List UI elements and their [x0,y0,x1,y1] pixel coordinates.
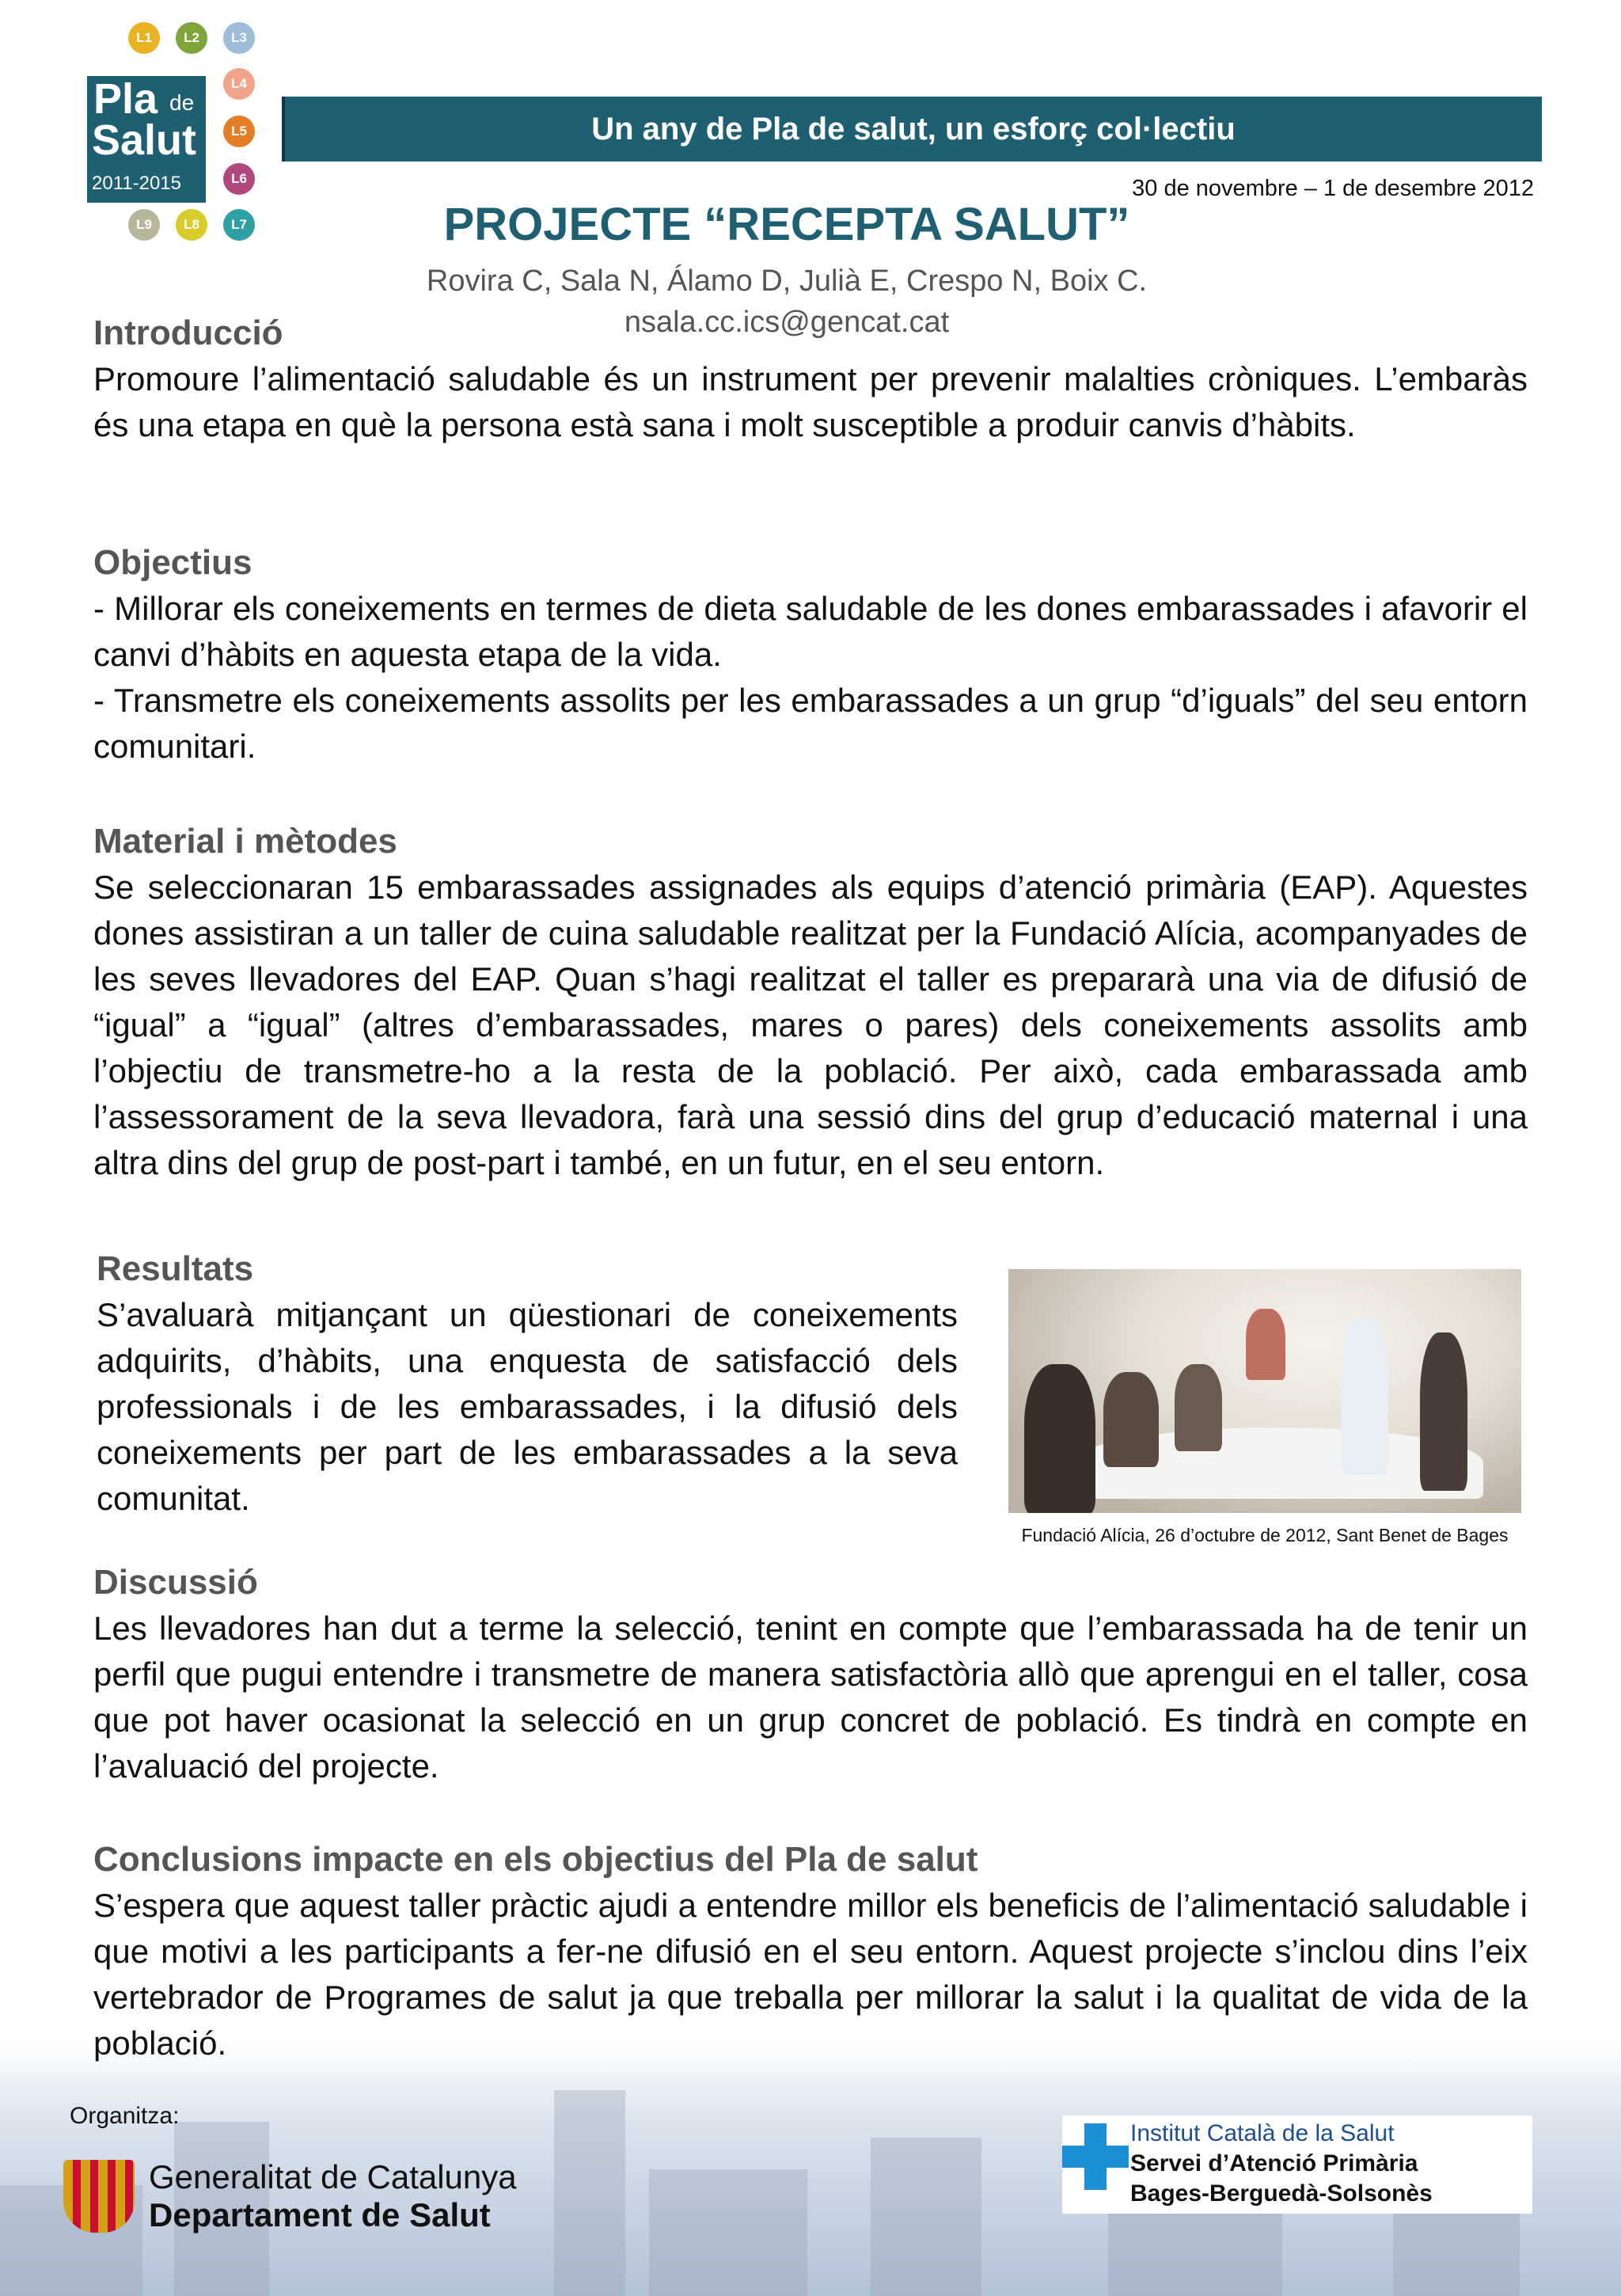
logo-box [87,76,206,203]
event-date: 30 de novembre – 1 de desembre 2012 [1132,176,1534,201]
badge-l8: L8 [176,209,207,241]
section-conclusions [93,1837,1528,2066]
badge-l5: L5 [223,116,255,147]
badge-l7: L7 [223,209,255,241]
header-banner: Un any de Pla de salut, un esforç col·lectiu [282,97,1542,162]
logo-years: 2011-2015 [92,173,181,194]
ics-service: Servei d’Atenció Primària [1130,2150,1418,2176]
workshop-photo [1008,1269,1521,1513]
section-introduction [93,310,1528,448]
heading-methods: Material i mètodes [93,822,397,861]
health-cross-icon [1062,2123,1129,2190]
badge-l9: L9 [128,209,160,241]
department-name: Departament de Salut [149,2196,491,2233]
logo-de: de [169,90,195,115]
generalitat-logo [63,2155,554,2242]
objective-item-1: - Millorar els coneixements en termes de dieta saludable de les dones embarassades i afavorir el canvi d’hàbits en aquesta etapa de la vida. [93,590,1528,673]
authors: Rovira C, Sala N, Álamo D, Julià E, Crespo N, Boix C. [426,264,1148,298]
heading-objectives: Objectius [93,543,252,582]
discussion-text: Les llevadores han dut a terme la selecció, tenint en compte que l’embarassada ha de tenir un perfil que pugui entendre i transmetre de manera satisfactòria allò que aprengui en el taller, cosa que pot haver ocasionat la selecció en un grup concret de població. Es tindrà en compte en l’avaluació del projecte. [93,1610,1528,1785]
results-text: S’avaluarà mitjançant un qüestionari de coneixements adquirits, d’hàbits, una enquesta de satisfacció dels professionals i de les embarassades, i la difusió dels coneixements per part de les embarassades a la seva comunitat. [97,1296,958,1517]
section-objectives [93,540,1528,770]
objective-item-2: - Transmetre els coneixements assolits per les embarassades a un grup “d’iguals” del seu entorn comunitari. [93,682,1528,765]
badge-l1: L1 [128,22,160,54]
badge-l3: L3 [223,22,255,54]
ics-logo [1062,2115,1532,2214]
logo-salut: Salut [92,116,197,164]
photo-caption: Fundació Alícia, 26 d’octubre de 2012, Sant Benet de Bages [1021,1525,1509,1545]
section-methods [93,819,1528,1186]
heading-discussion: Discussió [93,1563,258,1602]
contact-email: nsala.cc.ics@gencat.cat [624,306,950,339]
section-results [97,1246,958,1522]
conclusions-text: S’espera que aquest taller pràctic ajudi a entendre millor els beneficis de l’alimentació saludable i que motivi a les participants a fer-ne difusió en el seu entorn. Aquest projecte s’inclou dins l’eix vertebrador de Programes de salut ja que treballa per millorar la salut i la qualitat de vida de la població. [93,1887,1528,2062]
poster-title: PROJECTE “RECEPTA SALUT” [443,199,1130,250]
ics-region: Bages-Berguedà-Solsonès [1130,2180,1433,2207]
badge-l2: L2 [176,22,207,54]
intro-text: Promoure l’alimentació saludable és un instrument per prevenir malalties cròniques. L’embaràs és una etapa en què la persona està sana i molt susceptible a produir canvis d’hàbits. [93,360,1528,443]
badge-l6: L6 [223,163,255,195]
logo-pla: Pla [93,75,158,123]
generalitat-name: Generalitat de Catalunya [149,2158,517,2195]
catalonia-emblem-icon [63,2160,135,2233]
badge-l4: L4 [223,68,255,100]
heading-introduction: Introducció [93,314,283,352]
section-discussion [93,1560,1528,1789]
ics-name: Institut Català de la Salut [1130,2120,1395,2146]
heading-conclusions: Conclusions impacte en els objectius del Pla de salut [93,1840,978,1879]
organizer-label: Organitza: [70,2103,180,2129]
methods-text: Se seleccionaran 15 embarassades assignades als equips d’atenció primària (EAP). Aquestes dones assistiran a un taller de cuina saludable realitzat per la Fundació Alícia, acompanyades de les seves llevadores del EAP. Quan s’hagi realitzat el taller es prepararà una via de difusió de “igual” a “igual” (altres d’embarassades, mares o pares) dels coneixements assolits amb l’objectiu de transmetre-ho a la resta de la població. Per això, cada embarassada amb l’assessorament de la seva llevadora, farà una sessió dins del grup d’educació maternal i una altra dins del grup de post-part i també, en un futur, en el seu entorn. [93,869,1528,1181]
heading-results: Resultats [97,1249,254,1288]
